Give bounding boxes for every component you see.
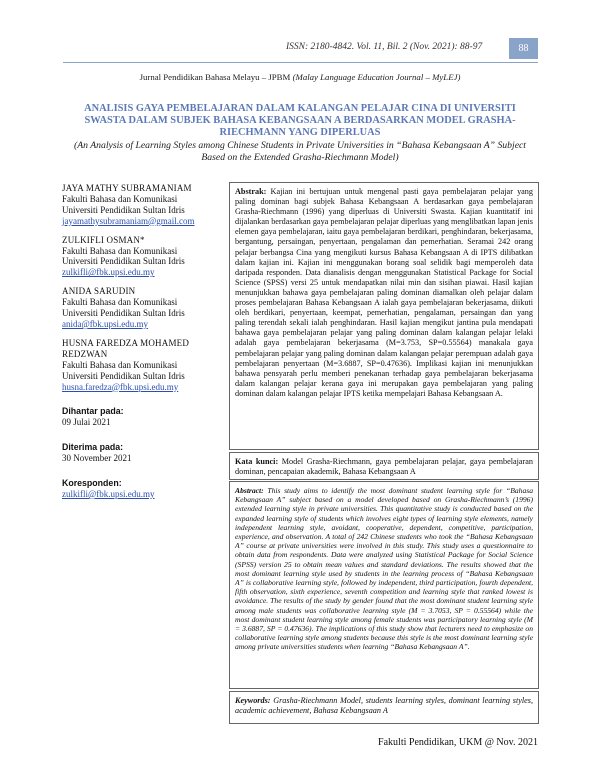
journal-line (0, 72, 600, 82)
paper-subtitle: (An Analysis of Learning Styles among Chinese Students in Private Universities in “Bahasa Kebangsaan A” Subject Based on the Extended Grasha-Riechmann Model) (74, 140, 526, 163)
journal-name: Jurnal Pendidikan Bahasa Melayu – JPBM (139, 72, 291, 82)
author-university: Universiti Pendidikan Sultan Idris (62, 308, 185, 319)
keywords-english-text: Grasha-Riechmann Model, students learning styles, dominant learning styles, academic achievement, Bahasa Kebangsaan A (235, 696, 533, 716)
author-block (62, 286, 227, 330)
keywords-malay-box (229, 452, 539, 480)
author-column (62, 183, 227, 500)
author-name: HUSNA FAREDZA MOHAMED REDZWAN (62, 337, 190, 359)
abstract-english-label: Abstract: (235, 486, 264, 495)
keywords-malay-text: Model Grasha-Riechmann, gaya pembelajaran pelajar, gaya pembelajaran dominan, pencapaian akademik, Bahasa Kebangsaan A (235, 457, 533, 477)
author-name: JAYA MATHY SUBRAMANIAM (62, 183, 192, 193)
page-footer: Fakulti Pendidikan, UKM @ Nov. 2021 (378, 737, 538, 748)
correspondence-email-link[interactable]: zulkifli@fbk.upsi.edu.my (62, 488, 155, 499)
author-name: ANIDA SARUDIN (62, 286, 136, 297)
keywords-english-label: Keywords: (235, 696, 271, 705)
author-university: Universiti Pendidikan Sultan Idris (62, 256, 185, 267)
author-email-link[interactable]: jayamathysubramaniam@gmail.com (62, 215, 195, 226)
author-email-link[interactable]: zulkifli@fbk.upsi.edu.my (62, 267, 155, 278)
abstract-english-box (229, 481, 539, 689)
abstract-malay-label: Abstrak: (235, 187, 267, 196)
author-university: Universiti Pendidikan Sultan Idris (62, 370, 185, 381)
paper-title: ANALISIS GAYA PEMBELAJARAN DALAM KALANGAN PELAJAR CINA DI UNIVERSITI SWASTA DALAM SUBJEK BAHASA KEBANGSAAN A BERDASARKAN MODEL GRASHA-RIECHMANN YANG DIPERLUAS (84, 103, 516, 139)
author-email-link[interactable]: husna.faredza@fbk.upsi.edu.my (62, 381, 179, 392)
author-faculty: Fakulti Bahasa dan Komunikasi (62, 297, 178, 308)
correspondence-block (62, 478, 227, 500)
author-block (62, 235, 227, 279)
abstract-malay-box (229, 182, 539, 450)
author-faculty: Fakulti Bahasa dan Komunikasi (62, 193, 178, 204)
issn-line: ISSN: 2180-4842. Vol. 11, Bil. 2 (Nov. 2021): 88-97 (286, 42, 483, 52)
submitted-date: 09 Julai 2021 (62, 417, 111, 428)
header-divider (63, 62, 538, 63)
author-block (62, 338, 227, 393)
submitted-label: Dihantar pada: (62, 406, 124, 417)
submitted-block (62, 406, 227, 428)
abstract-malay-text: Kajian ini bertujuan untuk mengenal pasti gaya pembelajaran pelajar yang paling dominan bagi subjek Bahasa Kebangsaan A berdasarkan gaya pembelajaran Grasha-Riechmann (1996) yang diperluas di Universiti Swasta. Kajian kuantitatif ini dijalankan berdasarkan gaya pembelajaran pelajar diperluas yang menglibatkan lapan jenis elemen gaya pembelajaran, iaitu gaya pembelajaran berdikari, penghindaran, bekerjasama, bergantung, persaingan, penyertaan, pengalaman dan pemerhatian. Seramai 242 orang pelajar berbangsa Cina yang mengikuti kursus Bahasa Kebangsaan A di IPTS dilibatkan dalam kajian ini. Kajian ini menggunakan borang soal selidik bagi memperoleh data daripada responden. Data dianalisis dengan menggunakan Statistical Package for Social Science (SPSS) versi 25 untuk mendapatkan nilai min dan sisihan piawai. Hasil kajian menunjukkan bahawa gaya pembelajaran paling dominan diamalkan oleh pelajar dalam proses pembelajaran Bahasa Kebangsaan A ialah gaya pembelajaran bekerjasama, diikuti oleh berdikari, penyertaan, keempat, pemerhatian, pengalaman, persaingan dan yang paling terendah sekali ialah penghindaran. Hasil kajian mengikut jantina pula mendapati bahawa gaya pembelajaran pelajar yang paling dominan dalam kalangan pelajar lelaki adalah gaya pembelajaran bekerjasama (M=3.753, SP=0.55564) manakala gaya pembelajaran pelajar yang paling dominan dalam kalangan pelajar perempuan adalah gaya pembelajaran penyertaan (M=3.6887, SP=0.47636). Implikasi kajian ini menunjukkan bahawa pensyarah perlu memberi penekanan terhadap gaya pembelajaran bekerjasama dalam kalangan pelajar kerana gaya ini merupakan gaya pembelajaran yang paling dominan dalam kalangan pelajar IPTS ketika mempelajari Bahasa Kebangsaan A. (235, 187, 533, 398)
page-number-badge: 88 (509, 38, 538, 59)
author-university: Universiti Pendidikan Sultan Idris (62, 204, 185, 215)
author-block (62, 183, 227, 227)
correspondence-label: Koresponden: (62, 478, 122, 489)
accepted-label: Diterima pada: (62, 442, 124, 453)
keywords-malay-label: Kata kunci: (235, 457, 279, 466)
accepted-block (62, 442, 227, 464)
author-faculty: Fakulti Bahasa dan Komunikasi (62, 359, 178, 370)
author-name: ZULKIFLI OSMAN* (62, 234, 145, 245)
author-faculty: Fakulti Bahasa dan Komunikasi (62, 245, 178, 256)
accepted-date: 30 November 2021 (62, 453, 132, 464)
author-email-link[interactable]: anida@fbk.upsi.edu.my (62, 318, 149, 329)
abstract-english-text: This study aims to identify the most dominant student learning style for “Bahasa Kebangsaan A” subject based on a model developed based on Grasha-Riechmann’s (1996) extended learning style in private universities. This quantitative study is conducted based on the expanded learning style of students which involves eight types of learning style elements, namely independent learning style, avoidant, cooperative, dependent, competitive, participation, experience, and observation. A total of 242 Chinese students who took the “Bahasa Kebangsaan A” course at private universities were involved in this study. This study uses a questionnaire to obtain data from respondents. Data were analyzed using Statistical Package for Social Science (SPSS) version 25 to obtain mean values and standard deviations. The results showed that the most dominant learning style used by students in the learning process of “Bahasa Kebangsaan A” is collaborative learning style, followed by independent, third participation, fourth dependent, fifth observation, sixth experience, seventh competition and learning style that ranked lowest is avoidance. The results of the study by gender found that the most dominant student learning style among male students was collaborative learning style (M = 3.7053, SP = 0.55564) while the most dominant student learning style among female students was participatory learning style (M = 3.6887, SP = 0.47636). The implications of this study show that lecturers need to emphasize on collaborative learning style among students because this style is the most dominant learning style among private universities students when learning “Bahasa Kebangsaan A”. (235, 486, 533, 652)
journal-english-name: (Malay Language Education Journal – MyLEJ) (292, 72, 461, 82)
keywords-english-box (229, 691, 539, 724)
